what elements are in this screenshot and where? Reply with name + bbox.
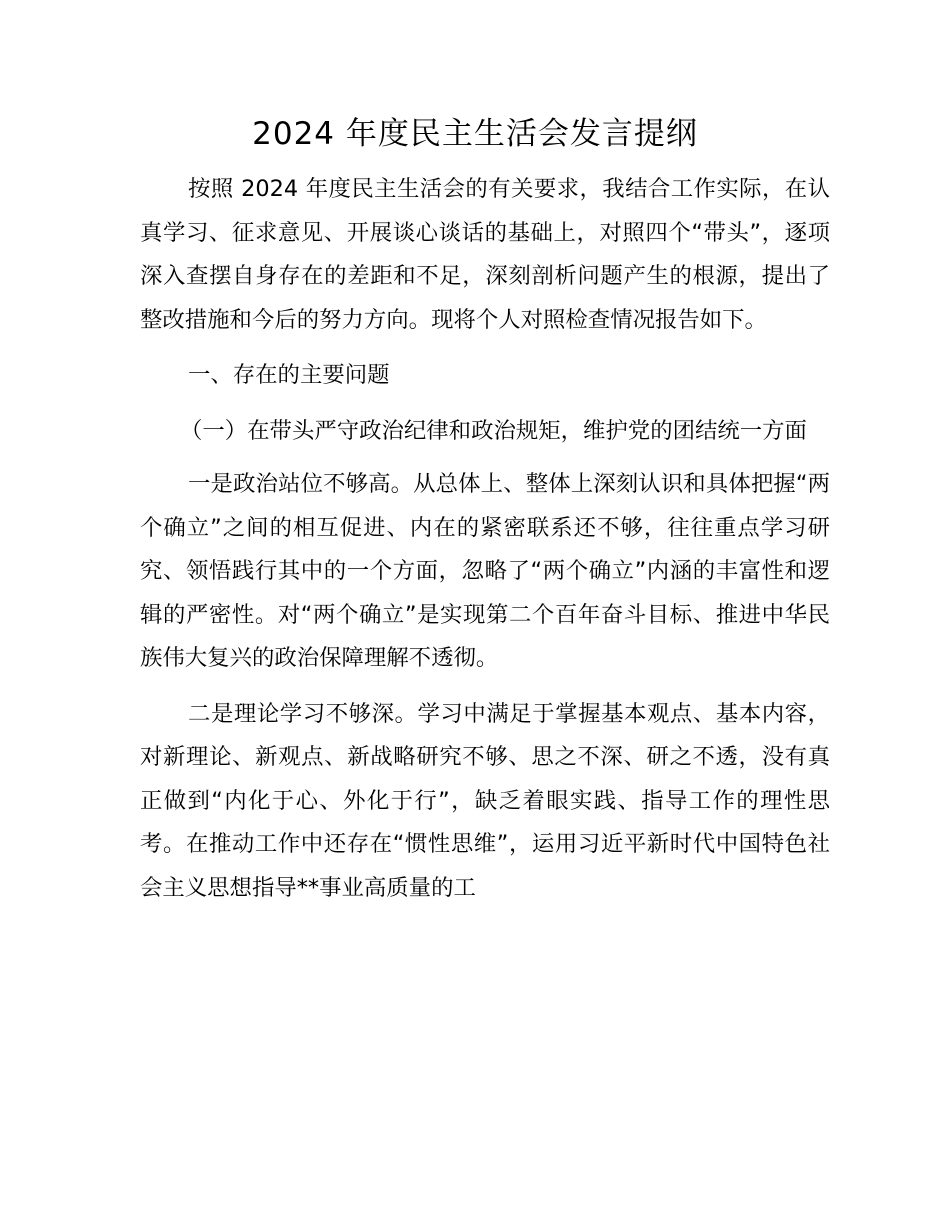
document-title: 2024 年度民主生活会发言提纲	[252, 116, 698, 152]
document-body	[140, 168, 830, 910]
subsection-heading: （一）在带头严守政治纪律和政治规矩，维护党的团结统一方面	[180, 417, 807, 444]
issue-paragraph-theory-study: 二是理论学习不够深。学习中满足于掌握基本观点、基本内容，对新理论、新观点、新战略研究不够、思之不深、研之不透，没有真正做到“内化于心、外化于行”，缺乏着眼实践、指导工作的理性思考。在推动工作中还存在“惯性思维”，运用习近平新时代中国特色社会主义思想指导**事业高质量的工	[140, 700, 830, 901]
intro-paragraph: 按照 2024 年度民主生活会的有关要求，我结合工作实际，在认真学习、征求意见、开展谈心谈话的基础上，对照四个“带头”，逐项深入查摆自身存在的差距和不足，深刻剖析问题产生的根源，提出了整改措施和今后的努力方向。现将个人对照检查情况报告如下。	[140, 176, 830, 333]
section-heading: 一、存在的主要问题	[188, 362, 390, 388]
issue-paragraph-political-stance: 一是政治站位不够高。从总体上、整体上深刻认识和具体把握“两个确立”之间的相互促进、内在的紧密联系还不够，往往重点学习研究、领悟践行其中的一个方面，忽略了“两个确立”内涵的丰富性和逻辑的严密性。对“两个确立”是实现第二个百年奋斗目标、推进中华民族伟大复兴的政治保障理解不透彻。	[140, 471, 830, 671]
